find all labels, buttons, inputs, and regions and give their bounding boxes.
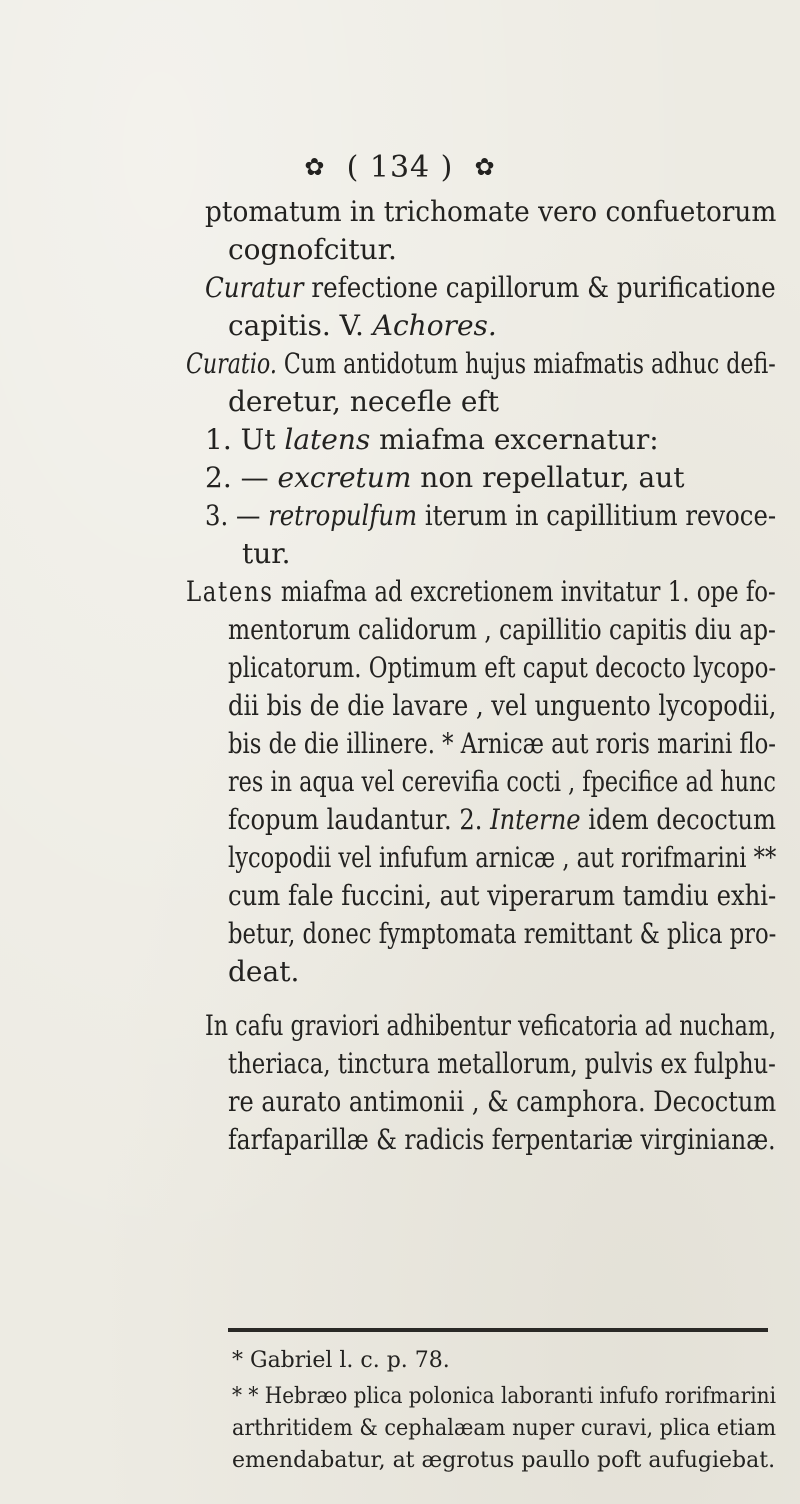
text-line: re aurato antimonii , & camphora. Decoctum bbox=[228, 1085, 777, 1118]
text-line: deat. bbox=[228, 955, 300, 988]
text-segment: 2. — bbox=[205, 461, 269, 494]
footnote-line: emendabatur, at ægrotus paullo poft aufugiebat. bbox=[232, 1448, 776, 1473]
text-line: betur, donec fymptomata remittant & plica pro- bbox=[228, 917, 777, 950]
footnote-line: arthritidem & cephalæam nuper curavi, plica etiam bbox=[232, 1416, 777, 1441]
italic-word: latens bbox=[284, 423, 371, 456]
text-line: cum fale fuccini, aut viperarum tamdiu exhi- bbox=[228, 879, 777, 912]
text-segment: Cum antidotum hujus miafmatis adhuc defi- bbox=[283, 347, 776, 380]
italic-word: excretum bbox=[277, 461, 412, 494]
text-line bbox=[186, 574, 776, 610]
text-line: mentorum calidorum , capillitio capitis diu ap- bbox=[228, 613, 776, 646]
ornament-right-icon: ✿ bbox=[474, 153, 496, 181]
smallcaps-word: Latens bbox=[186, 575, 274, 608]
text-line: lycopodii vel infufum arnicæ , aut rorifmarini ** bbox=[228, 841, 777, 874]
page-number-open: ( bbox=[336, 150, 370, 185]
text-line: bis de die illinere. * Arnicæ aut roris marini flo- bbox=[228, 727, 776, 760]
text-line bbox=[228, 308, 497, 344]
text-line: res in aqua vel cerevifia cocti , fpecifice ad hunc bbox=[228, 765, 776, 798]
text-line bbox=[205, 270, 776, 306]
text-segment: non repellatur, aut bbox=[420, 461, 685, 494]
footnote-line: * * Hebræo plica polonica laboranti infufo rorifmarini bbox=[232, 1384, 776, 1409]
text-line: dii bis de die lavare , vel unguento lycopodii, bbox=[228, 689, 777, 722]
text-segment: capitis. V. bbox=[228, 309, 364, 342]
text-line: deretur, necefle eft bbox=[228, 385, 500, 418]
text-segment: miafma ad excretionem invitatur 1. ope fo- bbox=[280, 575, 776, 608]
text-line: farfaparillæ & radicis ferpentariæ virginianæ. bbox=[228, 1123, 776, 1156]
text-line bbox=[205, 460, 685, 496]
text-segment: fcopum laudantur. 2. bbox=[228, 803, 483, 836]
text-line: In cafu graviori adhibentur veficatoria ad nucham, bbox=[205, 1009, 777, 1042]
italic-word: retropulfum bbox=[268, 499, 418, 532]
page-header bbox=[0, 150, 800, 185]
text-segment: 1. Ut bbox=[205, 423, 276, 456]
page-number: 134 bbox=[369, 150, 431, 185]
italic-word: Interne bbox=[490, 803, 581, 836]
footnote-divider bbox=[228, 1328, 768, 1332]
text-line: cognofcitur. bbox=[228, 233, 397, 266]
ornament-left-icon: ✿ bbox=[304, 153, 326, 181]
footnote-line: * Gabriel l. c. p. 78. bbox=[232, 1348, 450, 1373]
text-segment: miafma excernatur: bbox=[379, 423, 659, 456]
text-line: theriaca, tinctura metallorum, pulvis ex fulphu- bbox=[228, 1047, 776, 1080]
text-line: ptomatum in trichomate vero confuetorum bbox=[205, 195, 777, 228]
text-segment: idem decoctum bbox=[588, 803, 776, 836]
italic-word: Achores. bbox=[372, 309, 497, 342]
italic-word: Curatur bbox=[205, 271, 304, 304]
text-line bbox=[186, 346, 776, 382]
text-segment: iterum in capillitium revoce- bbox=[424, 499, 777, 532]
text-segment: refectione capillorum & purificatione bbox=[311, 271, 776, 304]
text-line: plicatorum. Optimum eft caput decocto lycopo- bbox=[228, 651, 777, 684]
page-number-close: ) bbox=[430, 150, 464, 185]
text-line: tur. bbox=[242, 537, 291, 570]
italic-word: Curatio. bbox=[186, 347, 277, 380]
text-line bbox=[228, 802, 776, 838]
text-line bbox=[205, 422, 659, 458]
text-segment: 3. — bbox=[205, 499, 261, 532]
text-line bbox=[205, 498, 776, 534]
